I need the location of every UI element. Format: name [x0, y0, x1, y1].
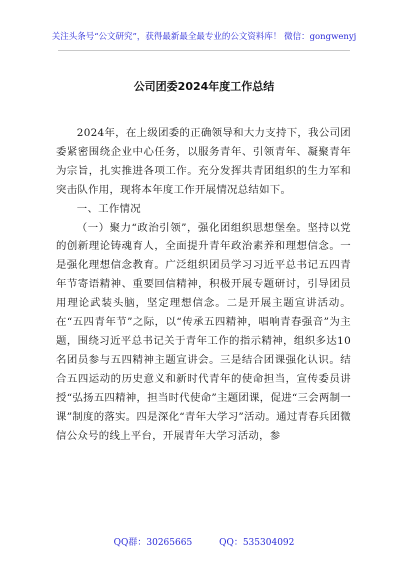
- document-title: 公司团委2024年度工作总结: [133, 80, 275, 93]
- footer-qq: QQ：535304092: [219, 538, 295, 548]
- footer-contacts: [0, 535, 408, 548]
- document-body: [56, 124, 351, 445]
- intro-paragraph: 2024年，在上级团委的正确领导和大力支持下，我公司团委紧密围绕企业中心任务，以服务青年、引领青年、凝聚青年为宗旨，扎实推进各项工作。充分发挥共青团组织的生力军和突击队作用，现将本年度工作开展情况总结如下。: [56, 127, 351, 196]
- section-heading: 一、工作情况: [76, 202, 141, 215]
- footer-qq-group: QQ群：30265665: [113, 538, 193, 548]
- header-banner: 关注头条号“公文研究”，获得最新最全最专业的公文资料库！ 微信：gongwenyj: [51, 32, 357, 42]
- header-divider: [58, 50, 350, 51]
- section-paragraph: （一）聚力“政治引领”，强化团组织思想堡垒。坚持以党的创新理论铸魂育人，全面提升青年政治素养和理想信念。一是强化理想信念教育。广泛组织团员学习习近平总书记五四青年节寄语精神、重要回信精神，积极开展专题研讨，引导团员用理论武装头脑，坚定理想信念。二是开展主题宣讲活动。在“五四青年节”之际，以“传承五四精神，唱响青春强音”为主题，围绕习近平总书记关于青年工作的指示精神，组织多达10名团员参与五四精神主题宣讲会。三是结合团课强化认识。结合五四运动的历史意义和新时代青年的使命担当，宣传委员讲授“弘扬五四精神，担当时代使命”主题团课，促进“三会两制一课”制度的落实。四是深化“青年大学习”活动。通过青春兵团微信公众号的线上平台，开展青年大学习活动，参: [56, 221, 351, 442]
